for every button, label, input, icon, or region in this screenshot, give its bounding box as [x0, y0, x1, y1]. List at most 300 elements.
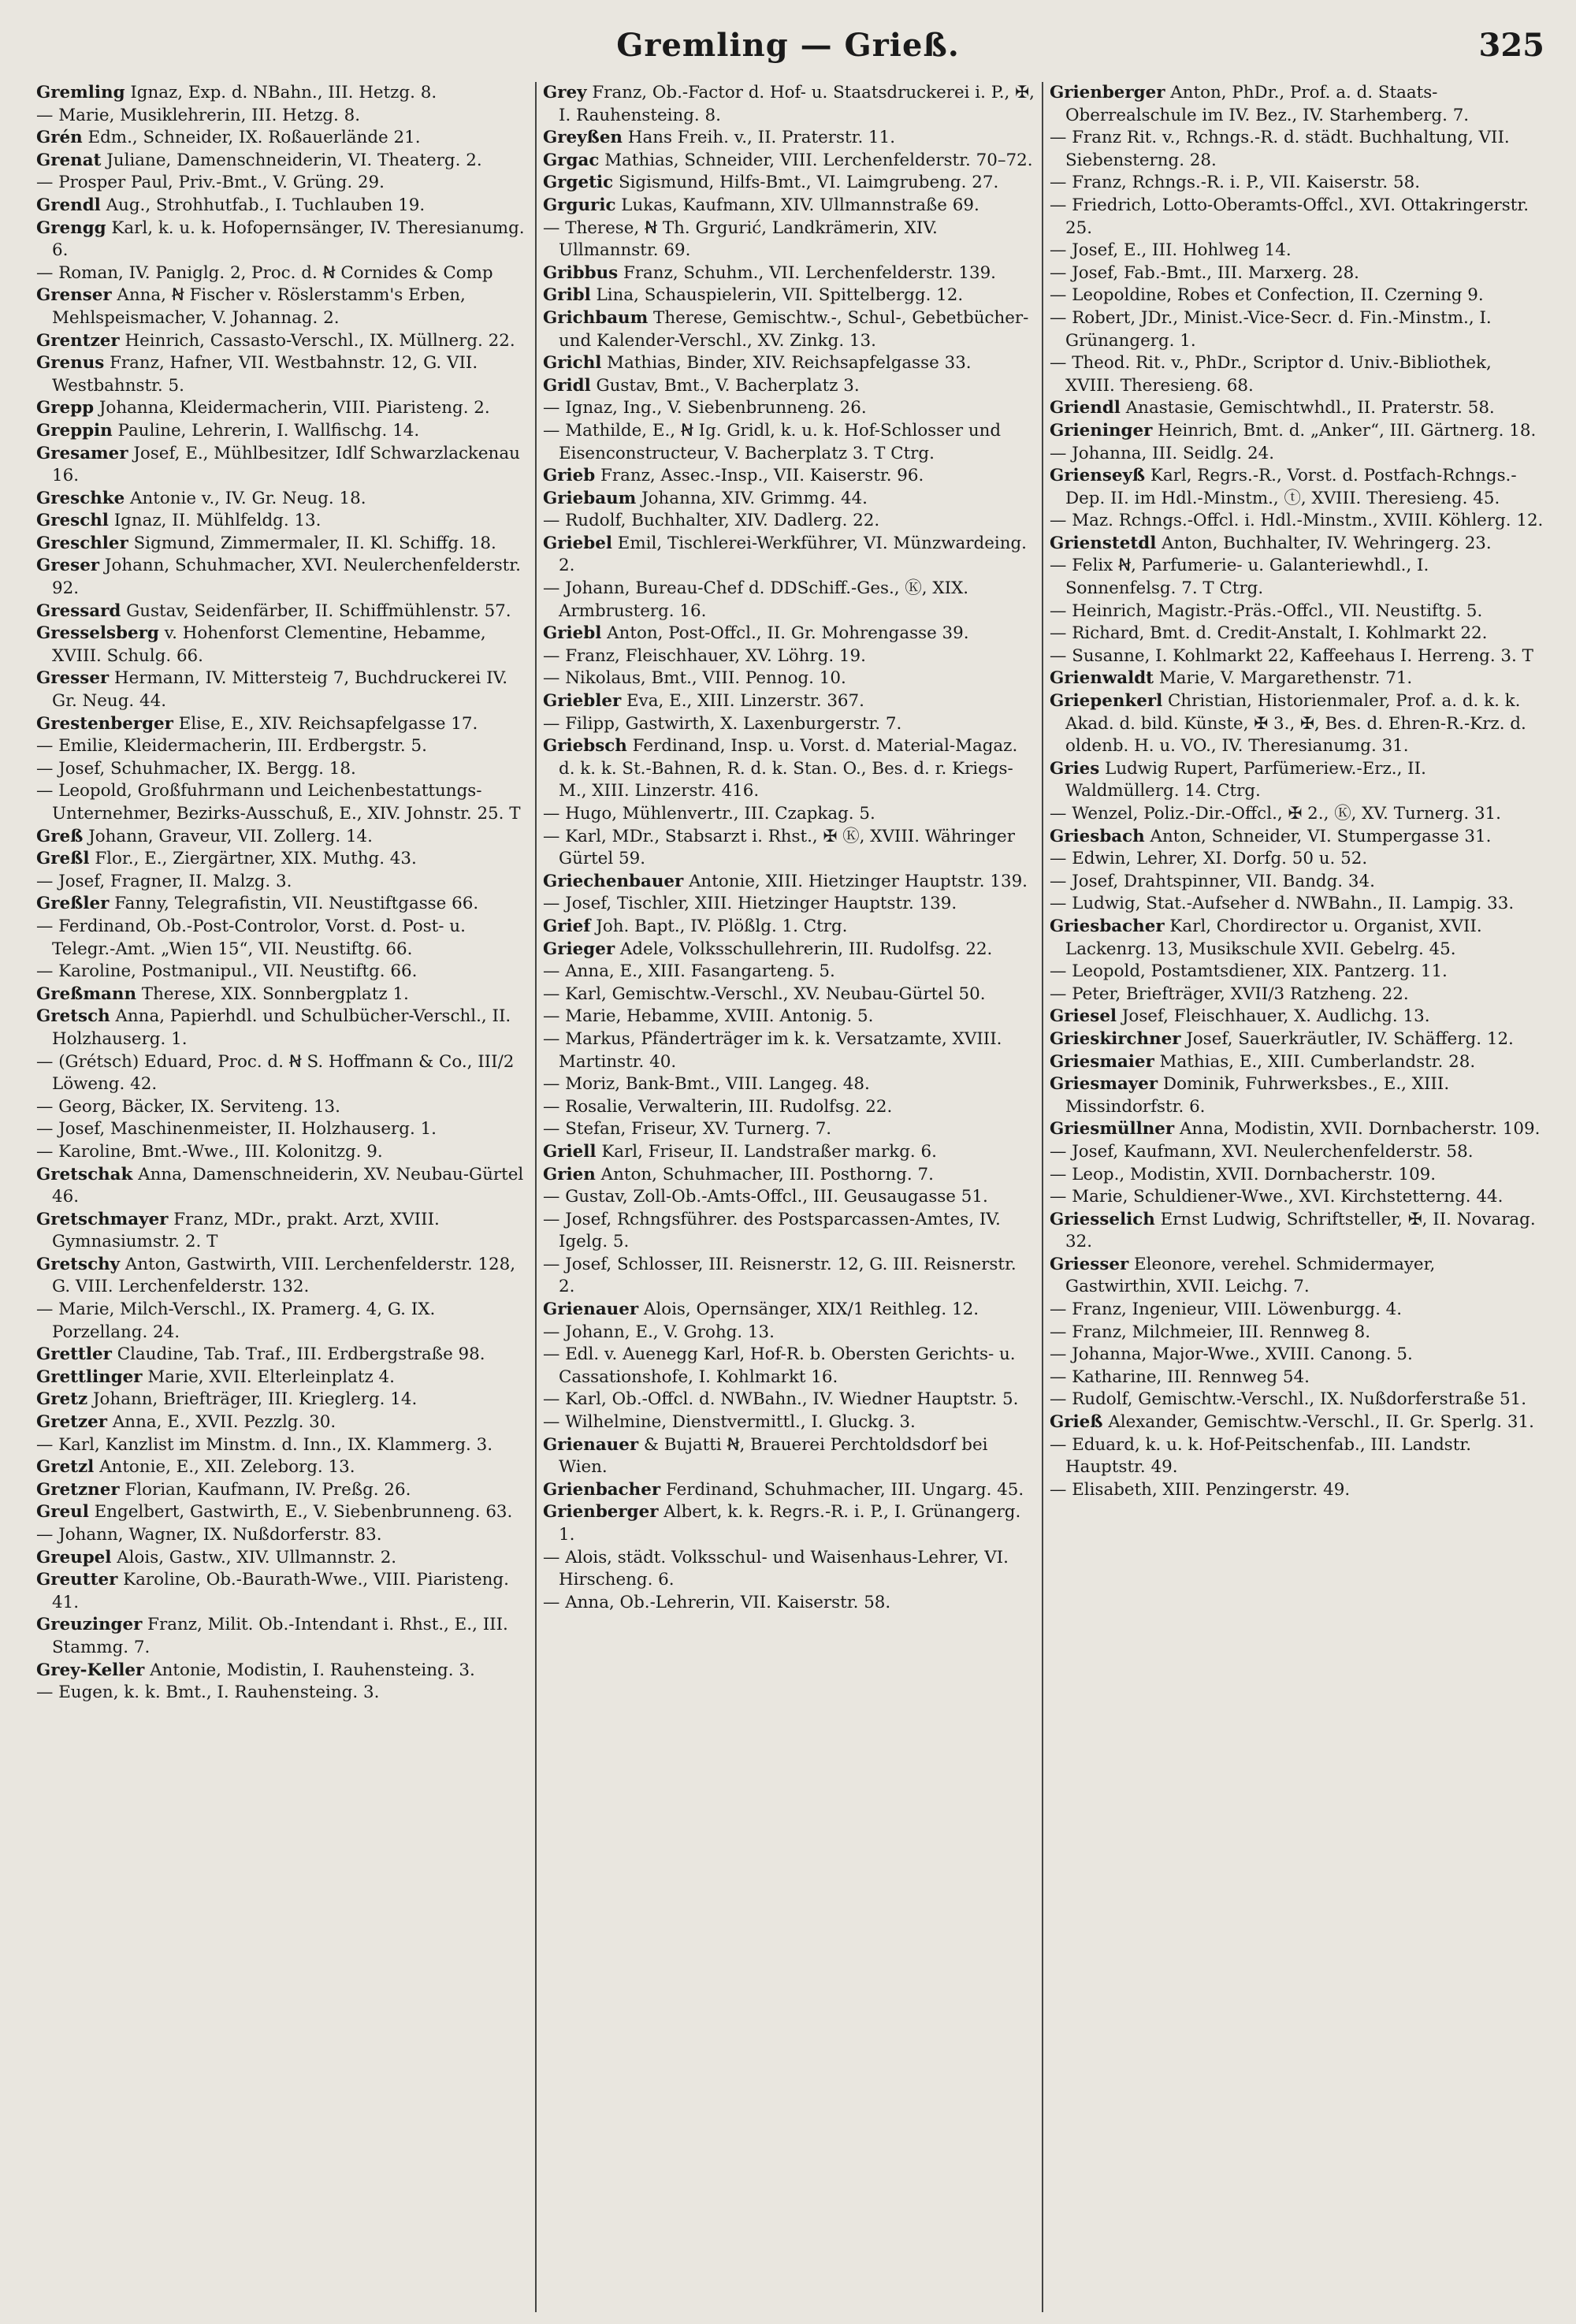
directory-entry — [36, 1614, 529, 1659]
entry-surname: Gribbus — [543, 262, 619, 283]
directory-entry — [1050, 1164, 1544, 1187]
directory-entry — [1050, 1073, 1544, 1118]
directory-entry — [36, 1434, 529, 1457]
entry-details: Johann, Schuhmacher, XVI. Neulerchenfelderstr. 92. — [52, 556, 521, 599]
directory-entry — [543, 1344, 1035, 1389]
entry-details: Ignaz, II. Mühlfeldg. 13. — [108, 511, 322, 531]
entry-surname: Gremling — [36, 83, 125, 102]
entry-details: Therese, Gemischtw.-, Schul-, Gebetbücher- und Kalender-Verschl., XV. Zinkg. 13. — [559, 307, 1029, 351]
page-number: 325 — [1478, 27, 1544, 64]
directory-entry — [1050, 443, 1544, 466]
directory-entry — [543, 1479, 1035, 1502]
entry-surname: Grien — [543, 1164, 596, 1184]
entry-details: Florian, Kaufmann, IV. Preßg. 26. — [119, 1479, 411, 1500]
entry-details: — Edl. v. Auenegg Karl, Hof-R. b. Obersten Gerichts- u. Cassationshofe, I. Kohlmarkt 16. — [543, 1344, 1016, 1387]
directory-entry — [1050, 1367, 1544, 1389]
entry-details: — Richard, Bmt. d. Credit-Anstalt, I. Kohlmarkt 22. — [1050, 623, 1488, 644]
directory-entry — [1050, 510, 1544, 533]
entry-details: — Hugo, Mühlenvertr., III. Czapkag. 5. — [543, 804, 875, 824]
entry-details: — Johann, E., V. Grohg. 13. — [543, 1322, 775, 1342]
entry-details: — Heinrich, Magistr.-Präs.-Offcl., VII. Neustiftg. 5. — [1050, 601, 1483, 621]
entry-surname: Gridl — [543, 375, 591, 396]
entry-details: Anton, PhDr., Prof. a. d. Staats-Oberrealschule im IV. Bez., IV. Starhemberg. 7. — [1065, 83, 1470, 125]
entry-surname: Gries — [1050, 758, 1100, 779]
directory-entry — [543, 533, 1035, 578]
entry-surname: Grienberger — [1050, 83, 1165, 102]
entry-details: Johann, Briefträger, III. Krieglerg. 14. — [87, 1389, 418, 1410]
directory-entry — [543, 1411, 1035, 1434]
entry-surname: Grenser — [36, 285, 112, 306]
entry-surname: Greß — [36, 826, 84, 846]
entry-details: — Franz, Rchngs.-R. i. P., VII. Kaiserstr. 58. — [1050, 173, 1421, 193]
entry-surname: Grey-Keller — [36, 1660, 145, 1680]
directory-entry — [36, 172, 529, 195]
directory-entry — [543, 262, 1035, 285]
directory-entry — [543, 1254, 1035, 1299]
directory-entry — [36, 443, 529, 488]
directory-entry — [36, 1254, 529, 1299]
entry-surname: Griesmüllner — [1050, 1119, 1175, 1140]
entry-details: Ferdinand, Insp. u. Vorst. d. Material-Magaz. d. k. k. St.-Bahnen, R. d. k. Stan. O., Bes. d. r. Kriegs-M., XIII. Linzerstr. 416. — [559, 736, 1018, 801]
directory-entry — [543, 578, 1035, 623]
entry-details: — Friedrich, Lotto-Oberamts-Offcl., XVI. Ottakringerstr. 25. — [1050, 195, 1529, 238]
entry-details: Pauline, Lehrerin, I. Wallfischg. 14. — [112, 420, 420, 441]
entry-details: Heinrich, Cassasto-Verschl., IX. Müllnerg. 22. — [119, 330, 515, 351]
entry-details: — Franz, Fleischhauer, XV. Löhrg. 19. — [543, 645, 866, 666]
entry-details: — Josef, Fragner, II. Malzg. 3. — [36, 871, 292, 891]
entry-details: — Eugen, k. k. Bmt., I. Rauhensteing. 3. — [36, 1683, 380, 1703]
entry-surname: Grienwaldt — [1050, 668, 1154, 689]
directory-entry — [36, 195, 529, 218]
directory-entry — [543, 1141, 1035, 1164]
directory-entry — [543, 1209, 1035, 1254]
directory-entry — [1050, 645, 1544, 668]
directory-entry — [543, 307, 1035, 352]
directory-entry — [36, 916, 529, 961]
entry-details: Franz, Assec.-Insp., VII. Kaiserstr. 96. — [595, 466, 924, 486]
column-left — [30, 82, 537, 2312]
entry-surname: Gretschmayer — [36, 1209, 169, 1229]
entry-details: — Rudolf, Gemischtw.-Verschl., IX. Nußdorferstraße 51. — [1050, 1389, 1526, 1410]
entry-details: Therese, XIX. Sonnbergplatz 1. — [136, 984, 409, 1004]
entry-details: — Markus, Pfänderträger im k. k. Versatzamte, XVIII. Martinstr. 40. — [543, 1028, 1002, 1072]
entry-surname: Gretschak — [36, 1164, 133, 1184]
entry-surname: Grienseyß — [1050, 466, 1146, 486]
entry-surname: Grieß — [1050, 1412, 1103, 1433]
directory-entry — [543, 195, 1035, 218]
directory-entry — [36, 533, 529, 556]
entry-surname: Gretzner — [36, 1479, 120, 1500]
entry-surname: Grentzer — [36, 330, 120, 351]
entry-details: — Anna, E., XIII. Fasangarteng. 5. — [543, 961, 835, 982]
entry-details: — Ferdinand, Ob.-Post-Controlor, Vorst. d. Post- u. Telegr.-Amt. „Wien 15“, VII. Neustiftg. 66. — [36, 916, 466, 959]
directory-entry — [36, 330, 529, 353]
entry-details: Christian, Historienmaler, Prof. a. d. k. k. Akad. d. bild. Künste, ✠ 3., ✠, Bes. d. Ehren-R.-Krz. d. oldenb. H. u. VO., IV. Theresianumg. 31. — [1065, 691, 1526, 757]
entry-details: Juliane, Damenschneiderin, VI. Theaterg. 2. — [101, 150, 482, 170]
entry-details: Anton, Post-Offcl., II. Gr. Mohrengasse 39. — [601, 623, 969, 644]
entry-surname: Griesbach — [1050, 826, 1145, 846]
directory-entry — [543, 218, 1035, 262]
entry-details: — Susanne, I. Kohlmarkt 22, Kaffeehaus I. Herreng. 3. T — [1050, 645, 1533, 666]
directory-entry — [1050, 397, 1544, 420]
entry-details: — Robert, JDr., Minist.-Vice-Secr. d. Fin.-Minstm., I. Grünangerg. 1. — [1050, 307, 1492, 351]
directory-entry — [543, 1006, 1035, 1028]
entry-surname: Greuzinger — [36, 1615, 143, 1635]
entry-details: Anton, Schneider, VI. Stumpergasse 31. — [1144, 826, 1492, 846]
entry-details: Josef, Sauerkräutler, IV. Schäfferg. 12. — [1180, 1028, 1514, 1049]
directory-entry — [1050, 1186, 1544, 1209]
entry-details: — Leopoldine, Robes et Confection, II. Czerning 9. — [1050, 285, 1484, 306]
directory-entry — [543, 826, 1035, 871]
directory-entry — [36, 871, 529, 894]
entry-details: — Felix Ꞥ, Parfumerie- u. Galanteriewhdl., I. Sonnenfelsg. 7. T Ctrg. — [1050, 556, 1429, 599]
entry-surname: Grief — [543, 916, 591, 936]
directory-entry — [1050, 893, 1544, 916]
entry-details: Ludwig Rupert, Parfümeriew.-Erz., II. Waldmüllerg. 14. Ctrg. — [1065, 758, 1426, 801]
directory-entry — [543, 1299, 1035, 1322]
entry-details: — Josef, Maschinenmeister, II. Holzhauserg. 1. — [36, 1119, 437, 1140]
directory-entry — [1050, 961, 1544, 984]
directory-entry — [543, 1547, 1035, 1592]
directory-entry — [1050, 240, 1544, 262]
directory-entry — [36, 1682, 529, 1705]
directory-entry — [543, 510, 1035, 533]
entry-details: — Maz. Rchngs.-Offcl. i. Hdl.-Minstm., XVIII. Köhlerg. 12. — [1050, 511, 1544, 531]
directory-entry — [543, 1073, 1035, 1096]
entry-details: — Leop., Modistin, XVII. Dornbacherstr. 109. — [1050, 1164, 1437, 1184]
entry-details: Claudine, Tab. Traf., III. Erdbergstraße 98. — [111, 1344, 485, 1365]
entry-surname: Griendl — [1050, 398, 1121, 418]
directory-entry — [36, 82, 529, 105]
directory-entry — [543, 939, 1035, 961]
entry-details: — Theod. Rit. v., PhDr., Scriptor d. Univ.-Bibliothek, XVIII. Theresieng. 68. — [1050, 353, 1492, 396]
directory-entry — [1050, 262, 1544, 285]
entry-details: — Mathilde, E., Ꞥ Ig. Gridl, k. u. k. Hof-Schlosser und Eisenconstructeur, V. Bacherplatz 3. T Ctrg. — [543, 420, 1002, 463]
entry-details: — Anna, Ob.-Lehrerin, VII. Kaiserstr. 58. — [543, 1592, 891, 1612]
directory-entry — [1050, 1028, 1544, 1051]
entry-details: Edm., Schneider, IX. Roßauerlände 21. — [82, 128, 421, 148]
entry-details: — Ludwig, Stat.-Aufseher d. NWBahn., II. Lampig. 33. — [1050, 894, 1515, 914]
entry-details: — Josef, Rchngsführer. des Postsparcassen-Amtes, IV. Igelg. 5. — [543, 1209, 1001, 1252]
directory-entry — [543, 375, 1035, 398]
entry-details: Franz, Milit. Ob.-Intendant i. Rhst., E., III. Stammg. 7. — [52, 1615, 508, 1657]
entry-surname: Grienauer — [543, 1434, 639, 1455]
entry-details: — Franz Rit. v., Rchngs.-R. d. städt. Buchhaltung, VII. Siebensterng. 28. — [1050, 128, 1510, 170]
entry-details: Antonie, E., XII. Zeleborg. 13. — [94, 1457, 355, 1478]
entry-details: Karoline, Ob.-Baurath-Wwe., VIII. Piaristeng. 41. — [52, 1570, 509, 1612]
entry-details: — Gustav, Zoll-Ob.-Amts-Offcl., III. Geusaugasse 51. — [543, 1187, 988, 1207]
entry-details: — Alois, städt. Volksschul- und Waisenhaus-Lehrer, VI. Hirscheng. 6. — [543, 1547, 1009, 1590]
directory-entry — [1050, 195, 1544, 240]
entry-details: Ignaz, Exp. d. NBahn., III. Hetzg. 8. — [125, 83, 437, 102]
directory-entry — [1050, 1322, 1544, 1344]
entry-details: — Elisabeth, XIII. Penzingerstr. 49. — [1050, 1479, 1351, 1500]
directory-entry — [543, 420, 1035, 465]
entry-details: — Josef, Tischler, XIII. Hietzinger Hauptstr. 139. — [543, 894, 957, 914]
entry-details: — Edwin, Lehrer, XI. Dorfg. 50 u. 52. — [1050, 849, 1368, 869]
entry-details: Gustav, Seidenfärber, II. Schiffmühlenstr. 57. — [121, 601, 511, 621]
entry-surname: Grichl — [543, 353, 602, 374]
directory-entry — [36, 1141, 529, 1164]
directory-entry — [543, 803, 1035, 826]
directory-entry — [543, 150, 1035, 173]
entry-details: — Eduard, k. u. k. Hof-Peitschenfab., III. Landstr. Hauptstr. 49. — [1050, 1434, 1472, 1478]
entry-surname: Griesser — [1050, 1254, 1129, 1274]
entry-surname: Gressard — [36, 601, 121, 621]
directory-entry — [543, 1592, 1035, 1615]
directory-entry — [543, 1434, 1035, 1479]
directory-entry — [543, 465, 1035, 488]
entry-surname: Greyßen — [543, 128, 623, 148]
entry-details: Sigismund, Hilfs-Bmt., VI. Laimgrubeng. 27. — [613, 173, 999, 193]
entry-details: — Josef, Schlosser, III. Reisnerstr. 12, G. III. Reisnerstr. 2. — [543, 1254, 1017, 1297]
entry-details: Franz, Schuhm., VII. Lerchenfelderstr. 139. — [618, 262, 996, 283]
entry-details: — Wilhelmine, Dienstvermittl., I. Gluckg. 3. — [543, 1412, 916, 1433]
entry-details: — Josef, Kaufmann, XVI. Neulerchenfelderstr. 58. — [1050, 1141, 1474, 1162]
entry-details: v. Hohenforst Clementine, Hebamme, XVIII. Schulg. 66. — [52, 623, 486, 666]
directory-entry — [543, 916, 1035, 939]
directory-entry — [1050, 1006, 1544, 1028]
entry-details: Flor., E., Ziergärtner, XIX. Muthg. 43. — [89, 849, 417, 869]
directory-entry — [36, 848, 529, 871]
entry-surname: Griesel — [1050, 1006, 1117, 1027]
entry-details: Anna, E., XVII. Pezzlg. 30. — [107, 1412, 336, 1433]
directory-entry — [36, 397, 529, 420]
entry-details: — Karoline, Bmt.-Wwe., III. Kolonitzg. 9. — [36, 1141, 383, 1162]
directory-entry — [36, 893, 529, 916]
directory-entry — [543, 961, 1035, 984]
entry-surname: Gresser — [36, 668, 110, 689]
directory-entry — [36, 735, 529, 758]
directory-entry — [1050, 623, 1544, 645]
entry-details: Emil, Tischlerei-Werkführer, VI. Münzwardeing. 2. — [559, 533, 1027, 576]
directory-entry — [543, 82, 1035, 127]
entry-details: — Karl, Ob.-Offcl. d. NWBahn., IV. Wiedner Hauptstr. 5. — [543, 1389, 1019, 1410]
directory-entry — [1050, 1254, 1544, 1299]
entry-details: — Franz, Milchmeier, III. Rennweg 8. — [1050, 1322, 1371, 1342]
directory-entry — [36, 1524, 529, 1547]
entry-details: Franz, Ob.-Factor d. Hof- u. Staatsdruckerei i. P., ✠, I. Rauhensteing. 8. — [559, 83, 1035, 125]
entry-surname: Grestenberger — [36, 713, 173, 734]
entry-surname: Grgac — [543, 150, 600, 170]
directory-entry — [36, 961, 529, 984]
entry-surname: Greschl — [36, 511, 109, 531]
entry-surname: Griebaum — [543, 488, 637, 508]
entry-surname: Grienbacher — [543, 1479, 661, 1500]
directory-entry — [36, 758, 529, 781]
entry-details: — Karl, Kanzlist im Minstm. d. Inn., IX. Klammerg. 3. — [36, 1434, 493, 1455]
directory-entry — [36, 555, 529, 600]
entry-details: — Emilie, Kleidermacherin, III. Erdbergstr. 5. — [36, 736, 427, 757]
entry-surname: Griepenkerl — [1050, 691, 1163, 712]
directory-entry — [1050, 307, 1544, 352]
directory-entry — [543, 623, 1035, 645]
directory-entry — [1050, 284, 1544, 307]
entry-details: Karl, Regrs.-R., Vorst. d. Postfach-Rchngs.-Dep. II. im Hdl.-Minstm., ⓣ, XVIII. Theresieng. 45. — [1065, 466, 1517, 508]
directory-entry — [543, 690, 1035, 713]
directory-entry — [1050, 690, 1544, 758]
directory-entry — [1050, 533, 1544, 556]
entry-details: — Filipp, Gastwirth, X. Laxenburgerstr. 7. — [543, 713, 902, 734]
directory-entry — [36, 1164, 529, 1209]
directory-entry — [543, 488, 1035, 511]
entry-surname: Grienstetdl — [1050, 533, 1157, 553]
entry-details: Franz, MDr., prakt. Arzt, XVIII. Gymnasiumstr. 2. T — [52, 1209, 440, 1252]
entry-details: — Peter, Briefträger, XVII/3 Ratzheng. 22. — [1050, 984, 1409, 1004]
directory-entry — [1050, 601, 1544, 623]
entry-surname: Grendl — [36, 195, 101, 215]
entry-surname: Grenus — [36, 353, 105, 374]
directory-entry — [1050, 1389, 1544, 1411]
entry-details: Alexander, Gemischtw.-Verschl., II. Gr. Sperlg. 31. — [1102, 1412, 1534, 1433]
entry-surname: Gresamer — [36, 443, 128, 463]
entry-details: Joh. Bapt., IV. Plößlg. 1. Ctrg. — [590, 916, 848, 936]
directory-entry — [1050, 803, 1544, 826]
entry-details: Karl, Chordirector u. Organist, XVII. Lackenrg. 13, Musikschule XVII. Gebelrg. 45. — [1065, 916, 1482, 959]
entry-details: Eleonore, verehel. Schmidermayer, Gastwirthin, XVII. Leichg. 7. — [1065, 1254, 1436, 1297]
entry-details: Mathias, Binder, XIV. Reichsapfelgasse 33. — [601, 353, 972, 374]
entry-surname: Grieger — [543, 939, 615, 959]
entry-details: — Therese, Ꞥ Th. Grgurić, Landkrämerin, XIV. Ullmannstr. 69. — [543, 218, 938, 261]
entry-details: Elise, E., XIV. Reichsapfelgasse 17. — [173, 713, 478, 734]
entry-details: — Franz, Ingenieur, VIII. Löwenburgg. 4. — [1050, 1300, 1403, 1320]
entry-details: Marie, V. Margarethenstr. 71. — [1154, 668, 1413, 689]
directory-entry — [543, 893, 1035, 916]
entry-surname: Greßl — [36, 849, 90, 869]
directory-entry — [36, 127, 529, 150]
entry-details: Mathias, E., XIII. Cumberlandstr. 28. — [1154, 1051, 1476, 1072]
entry-details: — Rosalie, Verwalterin, III. Rudolfsg. 22. — [543, 1096, 893, 1117]
directory-entry — [36, 1367, 529, 1389]
directory-entry — [36, 1411, 529, 1434]
entry-details: Mathias, Schneider, VIII. Lerchenfelderstr. 70–72. — [599, 150, 1033, 170]
entry-details: Eva, E., XIII. Linzerstr. 367. — [621, 691, 864, 712]
entry-details: — Josef, Drahtspinner, VII. Bandg. 34. — [1050, 871, 1375, 891]
entry-surname: Greppin — [36, 420, 113, 441]
entry-details: Ferdinand, Schuhmacher, III. Ungarg. 45. — [660, 1479, 1024, 1500]
directory-entry — [36, 352, 529, 397]
entry-details: Anna, Modistin, XVII. Dornbacherstr. 109. — [1174, 1119, 1541, 1140]
entry-surname: Griell — [543, 1141, 597, 1162]
entry-surname: Griesbacher — [1050, 916, 1165, 936]
entry-details: — Ignaz, Ing., V. Siebenbrunneng. 26. — [543, 398, 867, 418]
entry-details: Josef, Fleischhauer, X. Audlichg. 13. — [1117, 1006, 1430, 1027]
entry-details: — Johanna, III. Seidlg. 24. — [1050, 443, 1275, 463]
entry-surname: Griesmayer — [1050, 1074, 1158, 1095]
entry-surname: Grichbaum — [543, 307, 649, 328]
directory-entry — [36, 218, 529, 262]
entry-details: Karl, Friseur, II. Landstraßer markg. 6. — [596, 1141, 937, 1162]
entry-details: Marie, XVII. Elterleinplatz 4. — [142, 1367, 395, 1387]
directory-entry — [543, 352, 1035, 375]
entry-details: Karl, k. u. k. Hofopernsänger, IV. Theresianumg. 6. — [52, 218, 525, 261]
directory-entry — [1050, 420, 1544, 443]
directory-entry — [543, 871, 1035, 894]
directory-entry — [36, 1344, 529, 1367]
entry-surname: Greser — [36, 556, 100, 576]
directory-entry — [36, 1006, 529, 1050]
directory-entry — [543, 1186, 1035, 1209]
directory-entry — [1050, 826, 1544, 849]
directory-entry — [36, 420, 529, 443]
directory-entry — [36, 1456, 529, 1479]
entry-details: Anastasie, Gemischtwhdl., II. Praterstr. 58. — [1120, 398, 1495, 418]
entry-surname: Gribl — [543, 285, 591, 306]
directory-entry — [543, 1028, 1035, 1073]
entry-details: Lukas, Kaufmann, XIV. Ullmannstraße 69. — [615, 195, 979, 215]
entry-details: — Stefan, Friseur, XV. Turnerg. 7. — [543, 1119, 832, 1140]
entry-surname: Grenat — [36, 150, 102, 170]
entry-details: — Roman, IV. Paniglg. 2, Proc. d. Ꞥ Cornides & Comp — [36, 262, 493, 283]
entry-surname: Grgetic — [543, 173, 614, 193]
entry-details: Albert, k. k. Regrs.-R. i. P., I. Grünangerg. 1. — [559, 1502, 1021, 1545]
directory-entry — [36, 826, 529, 849]
directory-entry — [543, 1096, 1035, 1119]
directory-entry — [36, 1209, 529, 1254]
entry-details: Heinrich, Bmt. d. „Anker“, III. Gärtnerg. 18. — [1152, 420, 1537, 441]
directory-entry — [36, 667, 529, 712]
directory-entry — [1050, 758, 1544, 803]
entry-surname: Greutter — [36, 1570, 118, 1590]
entry-details: — Nikolaus, Bmt., VIII. Pennog. 10. — [543, 668, 846, 689]
entry-details: Antonie, Modistin, I. Rauhensteing. 3. — [144, 1660, 475, 1680]
directory-entry — [1050, 871, 1544, 894]
entry-surname: Griechenbauer — [543, 871, 684, 891]
directory-entry — [36, 150, 529, 173]
entry-surname: Gretsch — [36, 1006, 110, 1027]
entry-details: — Johanna, Major-Wwe., XVIII. Canong. 5. — [1050, 1344, 1413, 1365]
directory-entry — [36, 284, 529, 329]
entry-surname: Grén — [36, 128, 83, 148]
directory-entry — [36, 1547, 529, 1570]
entry-details: Gustav, Bmt., V. Bacherplatz 3. — [590, 375, 860, 396]
directory-entry — [36, 713, 529, 736]
directory-columns — [30, 82, 1551, 2312]
directory-entry — [36, 1096, 529, 1119]
directory-entry — [1050, 82, 1544, 127]
directory-entry — [1050, 984, 1544, 1006]
directory-entry — [36, 984, 529, 1006]
entry-details: Anton, Schuhmacher, III. Posthorng. 7. — [595, 1164, 934, 1184]
entry-details: Aug., Strohhutfab., I. Tuchlauben 19. — [100, 195, 426, 215]
running-head-title: Gremling — Grieß. — [616, 27, 960, 64]
directory-entry — [1050, 1118, 1544, 1141]
directory-entry — [36, 1299, 529, 1344]
entry-details: Sigmund, Zimmermaler, II. Kl. Schiffg. 18. — [128, 533, 496, 553]
entry-details: Franz, Hafner, VII. Westbahnstr. 12, G. VII. Westbahnstr. 5. — [52, 353, 478, 396]
directory-entry — [1050, 1051, 1544, 1074]
entry-details: — Wenzel, Poliz.-Dir.-Offcl., ✠ 2., Ⓚ, XV. Turnerg. 31. — [1050, 804, 1501, 824]
directory-entry — [1050, 1141, 1544, 1164]
entry-details: Engelbert, Gastwirth, E., V. Siebenbrunneng. 63. — [88, 1502, 513, 1523]
directory-entry — [36, 1389, 529, 1411]
directory-entry — [543, 735, 1035, 803]
entry-surname: Greßler — [36, 894, 110, 914]
entry-surname: Gretz — [36, 1389, 88, 1410]
entry-details: — Prosper Paul, Priv.-Bmt., V. Grüng. 29. — [36, 173, 385, 193]
entry-details: Johanna, Kleidermacherin, VIII. Piaristeng. 2. — [94, 398, 490, 418]
entry-surname: Gretzl — [36, 1457, 95, 1478]
entry-surname: Grey — [543, 83, 587, 102]
entry-surname: Gresselsberg — [36, 623, 159, 644]
entry-details: Hans Freih. v., II. Praterstr. 11. — [623, 128, 896, 148]
entry-surname: Griesselich — [1050, 1209, 1155, 1229]
entry-surname: Grieskirchner — [1050, 1028, 1181, 1049]
directory-entry — [543, 397, 1035, 420]
entry-details: — Rudolf, Buchhalter, XIV. Dadlerg. 22. — [543, 511, 880, 531]
entry-details: — Leopold, Postamtsdiener, XIX. Pantzerg. 11. — [1050, 961, 1448, 982]
directory-entry — [36, 1660, 529, 1683]
